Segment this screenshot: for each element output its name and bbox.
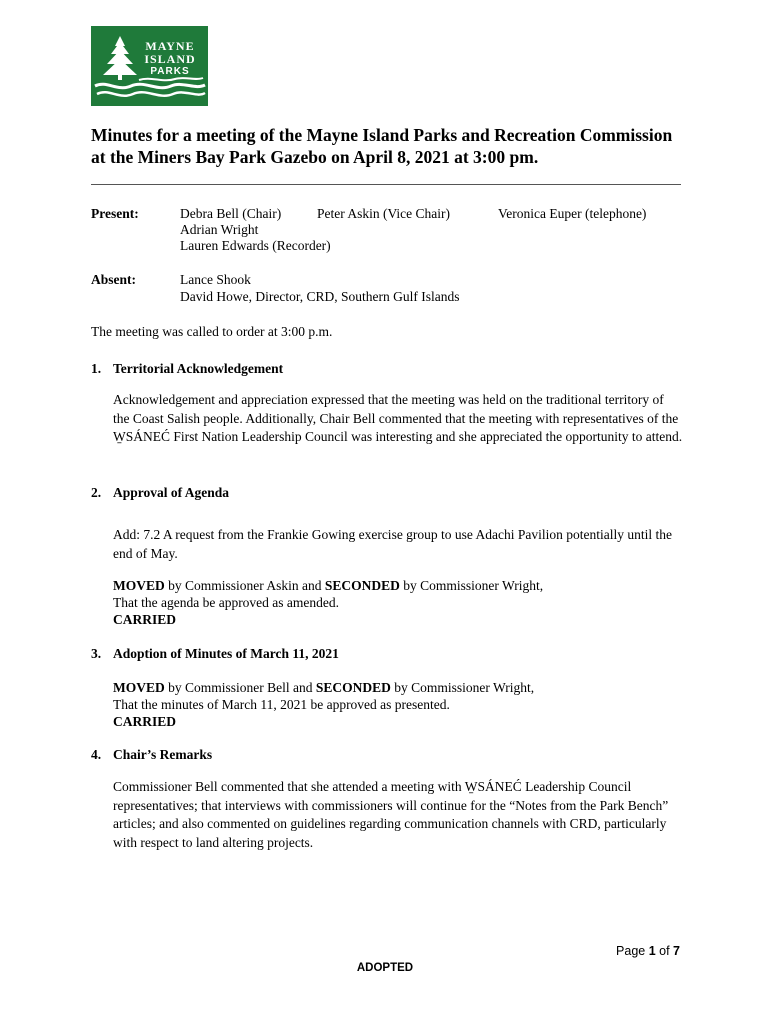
motion-block [113,679,683,730]
section-number: 1. [91,361,102,376]
title-divider [91,184,681,185]
section-heading [91,360,283,377]
present-attendee: Debra Bell (Chair) [180,206,282,221]
section-heading [91,484,229,501]
section-number: 4. [91,747,102,762]
section-title: Adoption of Minutes of March 11, 2021 [113,646,339,661]
section-title: Chair’s Remarks [113,747,213,762]
present-attendee: Veronica Euper (telephone) [498,206,647,221]
present-attendee: Adrian Wright [180,222,259,237]
agenda-addition: Add: 7.2 A request from the Frankie Gowing exercise group to use Adachi Pavilion potentially until the end of May. [113,527,673,561]
section-heading [91,645,339,662]
mayne-island-parks-logo [91,26,208,106]
motion-resolution: That the minutes of March 11, 2021 be approved as presented. [113,697,450,712]
present-label: Present: [91,206,139,221]
section-number: 3. [91,646,102,661]
section-body: Commissioner Bell commented that she attended a meeting with W̱SÁNEĆ Leadership Council representatives; that interviews with commissioners will continue for the “Notes from the Park Bench” articles; and also commented on guidelines regarding communication channels with CRD, particularly with respect to land altering projects. [113,779,669,850]
logo-text-island: ISLAND [144,52,196,66]
motion-mover-line: MOVED by Commissioner Bell and SECONDED by Commissioner Wright, [113,680,535,695]
call-to-order: The meeting was called to order at 3:00 p.m. [91,324,333,339]
present-attendee: Lauren Edwards (Recorder) [180,238,331,253]
logo-text-parks: PARKS [150,66,190,77]
absent-member: Lance Shook [180,272,251,287]
present-attendee: Peter Askin (Vice Chair) [317,206,451,221]
motion-result: CARRIED [113,714,177,729]
section-heading [91,746,212,763]
section-title: Approval of Agenda [113,485,230,500]
page-number: Page 1 of 7 [616,944,680,958]
document-title: Minutes for a meeting of the Mayne Island Parks and Recreation Commission at the Miners Bay Park Gazebo on April 8, 2021 at 3:00 pm. [91,125,673,167]
motion-block [113,577,683,628]
section-number: 2. [91,485,102,500]
motion-result: CARRIED [113,612,177,627]
section-body: Acknowledgement and appreciation expressed that the meeting was held on the traditional territory of the Coast Salish people. Additionally, Chair Bell commented that the meeting with representatives of the W̱SÁNEĆ First Nation Leadership Council was interesting and she appreciated the opportunity to attend. [113,392,683,444]
absent-member: David Howe, Director, CRD, Southern Gulf Islands [180,289,460,304]
motion-mover-line: MOVED by Commissioner Askin and SECONDED by Commissioner Wright, [113,578,544,593]
motion-resolution: That the agenda be approved as amended. [113,595,340,610]
absent-label: Absent: [91,272,137,287]
logo-text-mayne: MAYNE [145,39,195,53]
status-label: ADOPTED [356,962,414,974]
section-title: Territorial Acknowledgement [113,361,284,376]
